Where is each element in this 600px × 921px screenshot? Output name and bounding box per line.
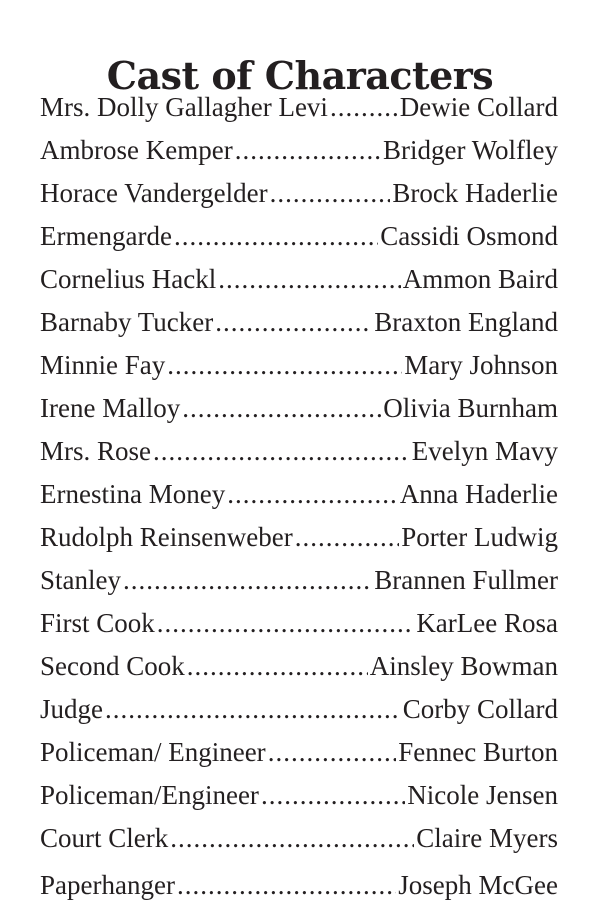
actor-name: Dewie Collard bbox=[399, 92, 558, 122]
role-name: Ambrose Kemper bbox=[40, 135, 233, 165]
dot-leader bbox=[235, 129, 381, 172]
role-name: Judge bbox=[40, 694, 103, 724]
cast-row bbox=[40, 559, 558, 602]
actor-name: Brannen Fullmer bbox=[374, 565, 558, 595]
role-name: Paperhanger bbox=[40, 870, 175, 900]
actor-name: Ammon Baird bbox=[402, 264, 558, 294]
cast-row bbox=[40, 301, 558, 344]
cast-row bbox=[40, 864, 558, 907]
actor-name: KarLee Rosa bbox=[416, 608, 558, 638]
role-name: Court Clerk bbox=[40, 823, 169, 853]
actor-name: Anna Haderlie bbox=[399, 479, 558, 509]
dot-leader bbox=[295, 516, 400, 559]
cast-row bbox=[40, 215, 558, 258]
actor-name: Cassidi Osmond bbox=[380, 221, 558, 251]
role-name: Irene Malloy bbox=[40, 393, 181, 423]
cast-row bbox=[40, 516, 558, 559]
role-name: First Cook bbox=[40, 608, 155, 638]
actor-name: Braxton England bbox=[374, 307, 558, 337]
actor-name: Claire Myers bbox=[416, 823, 558, 853]
dot-leader bbox=[261, 774, 405, 817]
cast-row bbox=[40, 172, 558, 215]
dot-leader bbox=[105, 688, 401, 731]
cast-row bbox=[40, 473, 558, 516]
dot-leader bbox=[218, 258, 401, 301]
dot-leader bbox=[167, 344, 402, 387]
role-name: Ernestina Money bbox=[40, 479, 226, 509]
actor-name: Brock Haderlie bbox=[392, 178, 558, 208]
actor-name: Corby Collard bbox=[402, 694, 558, 724]
cast-list bbox=[40, 86, 558, 907]
role-name: Stanley bbox=[40, 565, 121, 595]
dot-leader bbox=[227, 473, 398, 516]
actor-name: Bridger Wolfley bbox=[382, 135, 558, 165]
role-name: Second Cook bbox=[40, 651, 185, 681]
cast-row bbox=[40, 645, 558, 688]
cast-row bbox=[40, 387, 558, 430]
dot-leader bbox=[182, 387, 381, 430]
role-name: Policeman/ Engineer bbox=[40, 737, 266, 767]
cast-row bbox=[40, 688, 558, 731]
cast-row bbox=[40, 602, 558, 645]
role-name: Mrs. Dolly Gallagher Levi bbox=[40, 92, 328, 122]
dot-leader bbox=[153, 430, 410, 473]
dot-leader bbox=[270, 172, 391, 215]
dot-leader bbox=[330, 86, 398, 129]
role-name: Minnie Fay bbox=[40, 350, 166, 380]
cast-row bbox=[40, 774, 558, 817]
actor-name: Evelyn Mavy bbox=[411, 436, 558, 466]
role-name: Horace Vandergelder bbox=[40, 178, 268, 208]
role-name: Policeman/Engineer bbox=[40, 780, 259, 810]
role-name: Mrs. Rose bbox=[40, 436, 152, 466]
dot-leader bbox=[157, 602, 415, 645]
cast-row bbox=[40, 731, 558, 774]
actor-name: Porter Ludwig bbox=[401, 522, 558, 552]
actor-name: Mary Johnson bbox=[404, 350, 558, 380]
role-name: Rudolph Reinsenweber bbox=[40, 522, 293, 552]
role-name: Cornelius Hackl bbox=[40, 264, 217, 294]
dot-leader bbox=[268, 731, 397, 774]
dot-leader bbox=[187, 645, 368, 688]
actor-name: Nicole Jensen bbox=[407, 780, 558, 810]
cast-row bbox=[40, 258, 558, 301]
cast-row bbox=[40, 430, 558, 473]
page-title: Cast of Characters bbox=[106, 53, 494, 99]
dot-leader bbox=[174, 215, 378, 258]
cast-row bbox=[40, 817, 558, 860]
actor-name: Ainsley Bowman bbox=[369, 651, 558, 681]
actor-name: Fennec Burton bbox=[398, 737, 558, 767]
cast-row bbox=[40, 344, 558, 387]
role-name: Ermengarde bbox=[40, 221, 172, 251]
dot-leader bbox=[170, 817, 414, 860]
cast-row bbox=[40, 86, 558, 129]
dot-leader bbox=[177, 864, 396, 907]
dot-leader bbox=[215, 301, 372, 344]
role-name: Barnaby Tucker bbox=[40, 307, 214, 337]
actor-name: Joseph McGee bbox=[398, 870, 558, 900]
dot-leader bbox=[123, 559, 372, 602]
actor-name: Olivia Burnham bbox=[383, 393, 558, 423]
cast-row bbox=[40, 129, 558, 172]
